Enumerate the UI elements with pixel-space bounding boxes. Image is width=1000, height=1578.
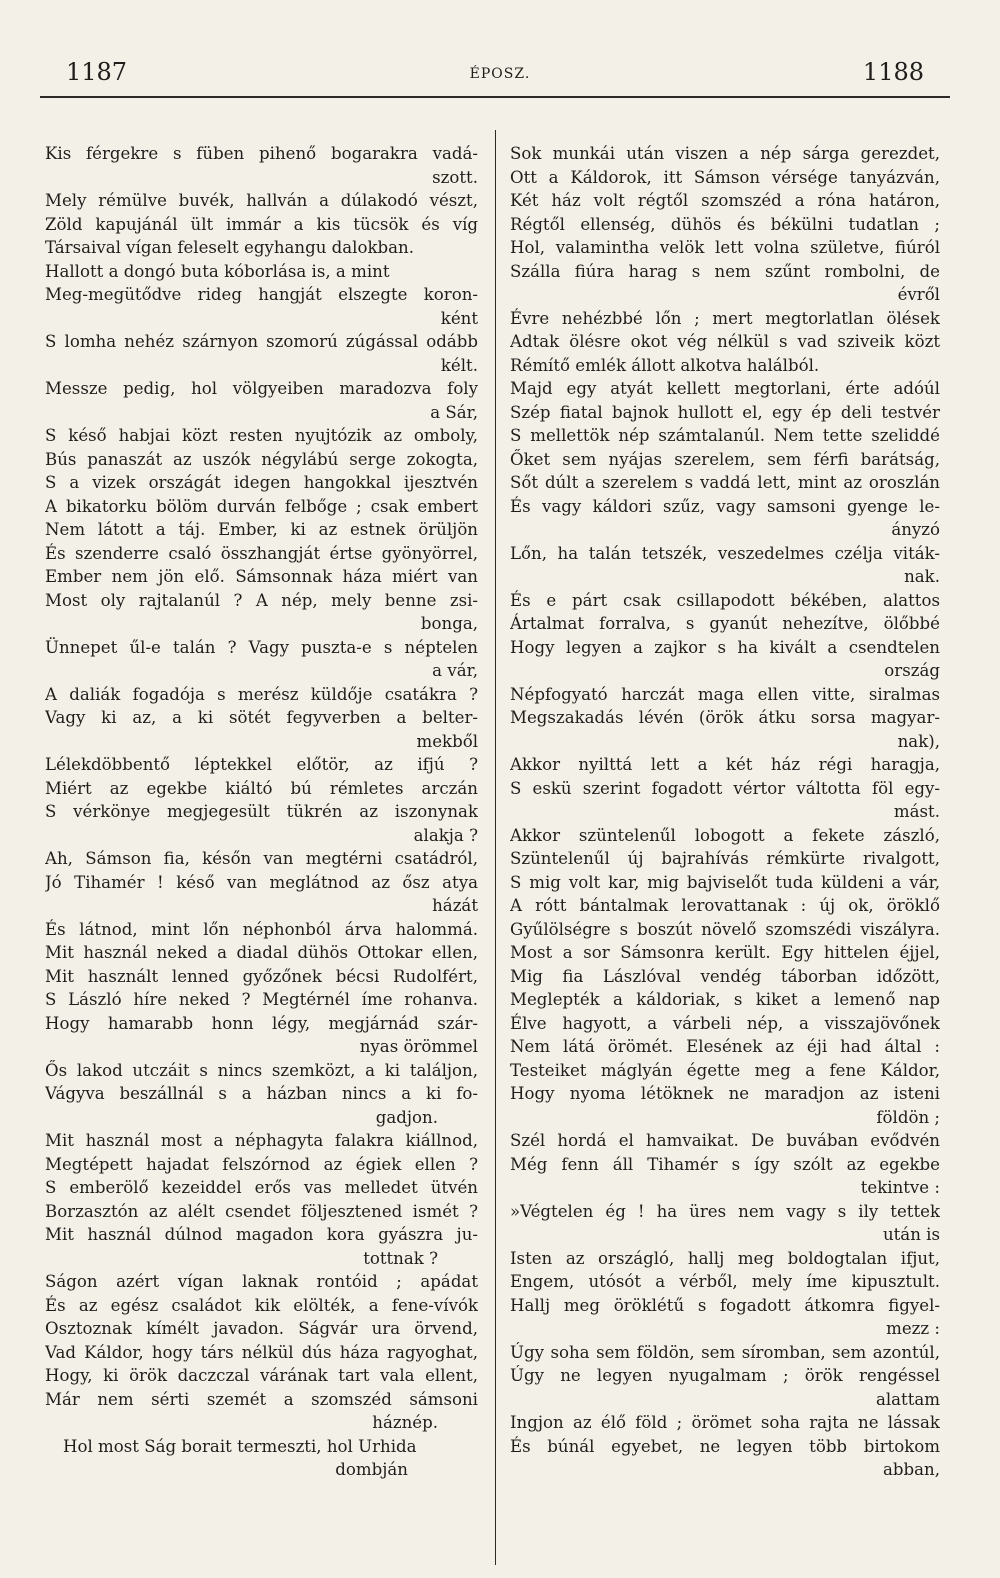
verse-line: mekből [416, 731, 478, 751]
verse-line: Isten az országló, hallj meg boldogtalan ifjut, [510, 1248, 940, 1268]
verse-line: Miért az egekbe kiáltó bú rémletes arczán [45, 778, 478, 798]
verse-line: Zöld kapujánál ült immár a kis tücsök és víg [45, 214, 478, 234]
verse-line: nak), [897, 731, 940, 751]
verse-line: Vágyva beszállnál s a házban nincs a ki fo- [45, 1084, 478, 1103]
verse-line: Ártalmat forralva, s gyanút nehezítve, ölőbbé [510, 614, 940, 633]
verse-line: S eskü szerint fogadott vértor váltotta föl egy- [510, 778, 940, 798]
verse-line: Mit használ neked a diadal dühös Ottokar ellen, [45, 943, 478, 962]
verse-line: Szép fiatal bajnok hullott el, egy ép deli testvér [510, 402, 940, 422]
verse-line: a vár, [432, 661, 478, 680]
verse-line: Hol, valamintha velök lett volna születve, fiúról [510, 238, 940, 257]
verse-line: Mit használt lenned győzőnek bécsi Rudolfért, [45, 966, 478, 986]
verse-line: Hogy legyen a zajkor s ha kivált a csendtelen [510, 637, 940, 657]
verse-line: A daliák fogadója s merész küldője csatákra ? [45, 684, 478, 704]
verse-line: Hallott a dongó buta kóborlása is, a mint [45, 261, 390, 281]
verse-line: Mig fia Lászlóval vendég táborban időzött, [510, 966, 940, 986]
verse-line: alakja ? [413, 825, 478, 845]
verse-line: S mellettök nép számtalanúl. Nem tette szeliddé [510, 426, 940, 445]
verse-line: ország [884, 661, 940, 680]
verse-line: Rémítő emlék állott alkotva halálból. [510, 355, 820, 375]
verse-line: nak. [904, 567, 940, 586]
verse-line: Bús panaszát az uszók négylábú serge zokogta, [45, 449, 478, 469]
verse-line: Szél hordá el hamvaikat. De buvában evődvén [510, 1131, 940, 1150]
verse-line: Már nem sérti szemét a szomszéd sámsoni [45, 1389, 478, 1409]
verse-line: S a vizek országát idegen hangokkal ijesztvén [45, 473, 478, 492]
verse-line: Hogy nyoma létöknek ne maradjon az isteni [510, 1084, 940, 1103]
verse-line: Osztoznak kímélt javadon. Ságvár ura örvend, [45, 1319, 478, 1338]
verse-line: Társaival vígan feleselt egyhangu dalokban. [45, 238, 415, 257]
verse-line: Akkor nyilttá lett a két ház régi haragja, [510, 755, 940, 774]
verse-line: Borzasztón az alélt csendet följesztened ismét ? [45, 1201, 478, 1221]
verse-line: Hogy, ki örök daczczal várának tart vala ellent, [45, 1366, 478, 1385]
verse-line: után is [882, 1225, 940, 1244]
verse-line: Nem látá örömét. Elesének az éji had által : [510, 1037, 940, 1056]
verse-line: Meglepték a káldoriak, s kiket a lemenő nap [510, 990, 940, 1009]
verse-line: A bikatorku bölöm durván felbőge ; csak embert [45, 496, 478, 516]
verse-line: Megszakadás lévén (örök átku sorsa magyar- [510, 708, 940, 727]
verse-line: Most oly rajtalanúl ? A nép, mely benne zsi- [45, 590, 478, 610]
verse-line: alattam [875, 1389, 940, 1409]
verse-line: És e párt csak csillapodott békében, alattos [510, 590, 940, 610]
verse-line: évről [897, 285, 940, 304]
verse-line: Vad Káldor, hogy társ nélkül dús háza ragyoghat, [45, 1342, 478, 1362]
verse-line: Adtak ölésre okot vég nélkül s vad sziveik közt [510, 332, 940, 351]
verse-line: Messze pedig, hol völgyeiben maradozva foly [45, 379, 478, 398]
left-page-number: 1187 [66, 58, 128, 86]
verse-line: És szenderre csaló összhangját értse gyönyörrel, [45, 543, 478, 563]
verse-line: Meg-megütődve rideg hangját elszegte koron- [45, 285, 478, 304]
verse-line: Szüntelenűl új bajrahívás rémkürte rivalgott, [510, 849, 940, 868]
verse-line: Mit használ most a néphagyta falakra kiállnod, [45, 1131, 478, 1150]
verse-line: S lomha nehéz szárnyon szomorú zúgással odább [45, 332, 478, 351]
verse-line: Nem látott a táj. Ember, ki az estnek örüljön [45, 520, 478, 539]
verse-line: Évre nehézbbé lőn ; mert megtorlatlan ölések [510, 308, 940, 328]
verse-line: ányzó [891, 520, 940, 539]
verse-line: Régtől ellenség, dühös és békülni tudatlan ; [510, 214, 940, 234]
verse-line: És az egész családot kik elölték, a fene-vívók [45, 1295, 478, 1315]
verse-line: a Sár, [430, 402, 478, 422]
verse-line: Majd egy atyát kellett megtorlani, érte adóúl [510, 379, 940, 398]
header-rule [40, 96, 950, 98]
verse-line: gadjon. [375, 1107, 438, 1127]
running-title: ÉPOSZ. [469, 66, 531, 82]
verse-line: mezz : [886, 1319, 940, 1338]
verse-line: A rótt bántalmak lerovattanak : új ok, öröklő [510, 896, 940, 915]
verse-line: Ságon azért vígan laknak rontóid ; apádat [45, 1272, 478, 1291]
verse-line: Vagy ki az, a ki sötét fegyverben a belter- [45, 708, 478, 727]
page-header [0, 0, 1000, 100]
verse-line: Mely rémülve buvék, hallván a dúlakodó vészt, [45, 191, 478, 210]
verse-line: tottnak ? [363, 1248, 438, 1268]
verse-line: nyas örömmel [359, 1037, 478, 1056]
verse-line: dombján [335, 1460, 408, 1479]
column-divider [495, 130, 496, 1565]
verse-line: S László híre neked ? Megtérnél íme rohanva. [45, 990, 478, 1009]
verse-line: kélt. [440, 355, 478, 375]
verse-line: Hol most Ság borait termeszti, hol Urhida [63, 1436, 417, 1456]
verse-line: Gyűlölségre s boszút növelő szomszédi viszályra. [510, 919, 940, 939]
right-page-number: 1188 [862, 58, 924, 86]
verse-line: »Végtelen ég ! ha üres nem vagy s ily tettek [510, 1201, 940, 1221]
verse-line: Ember nem jön elő. Sámsonnak háza miért van [45, 567, 478, 586]
verse-line: Mit használ dúlnod magadon kora gyászra ju- [45, 1225, 478, 1244]
verse-line: Népfogyató harczát maga ellen vitte, siralmas [510, 684, 940, 704]
verse-line: Lőn, ha talán tetszék, veszedelmes czélja viták- [510, 543, 940, 563]
verse-line: Két ház volt régtől szomszéd a róna határon, [510, 191, 940, 210]
verse-line: mást. [893, 802, 940, 821]
verse-line: Ős lakod utczáit s nincs szemközt, a ki találjon, [45, 1060, 478, 1080]
verse-line: És vagy káldori szűz, vagy samsoni gyenge le- [510, 496, 940, 516]
verse-line: Ah, Sámson fia, későn van megtérni csatádról, [45, 849, 478, 868]
right-column [510, 142, 940, 1482]
verse-line: Élve hagyott, a várbeli nép, a visszajövőnek [510, 1013, 940, 1033]
verse-line: Ünnepet űl-e talán ? Vagy puszta-e s néptelen [45, 637, 478, 657]
verse-line: Sok munkái után viszen a nép sárga gerezdet, [510, 144, 940, 163]
verse-line: És látnod, mint lőn néphonból árva halommá. [45, 919, 478, 939]
verse-line: Hallj meg öröklétű s fogadott átkomra figyel- [510, 1295, 940, 1315]
verse-line: szott. [432, 167, 478, 187]
verse-line: Engem, utósót a vérből, mely íme kipusztult. [510, 1272, 940, 1291]
verse-line: házát [432, 896, 478, 915]
verse-line: Ingjon az élő föld ; örömet soha rajta ne lássak [510, 1413, 940, 1432]
verse-line: tekintve : [860, 1178, 940, 1197]
left-column [45, 142, 478, 1482]
verse-line: Megtépett hajadat felszórnod az égiek ellen ? [45, 1154, 478, 1174]
verse-line: Hogy hamarabb honn légy, megjárnád szár- [45, 1013, 478, 1033]
verse-line: Szálla fiúra harag s nem szűnt rombolni, de [510, 261, 940, 281]
verse-line: Lélekdöbbentő léptekkel előtör, az ifjú ? [45, 755, 478, 774]
verse-line: Ott a Káldorok, itt Sámson vérsége tanyázván, [510, 167, 940, 187]
verse-line: Jó Tihamér ! késő van meglátnod az ősz atya [45, 872, 478, 892]
verse-line: bonga, [420, 614, 478, 633]
verse-line: S vérkönye megjegesült tükrén az iszonynak [45, 802, 478, 821]
verse-line: abban, [883, 1460, 940, 1479]
verse-line: Úgy soha sem földön, sem síromban, sem azontúl, [510, 1342, 940, 1362]
verse-line: S késő habjai közt resten nyujtózik az omboly, [45, 426, 478, 445]
verse-line: S emberölő kezeiddel erős vas melledet ütvén [45, 1178, 478, 1197]
verse-line: Testeiket máglyán égette meg a fene Káldor, [510, 1060, 940, 1080]
verse-line: S mig volt kar, mig bajviselőt tuda küldeni a vár, [510, 872, 940, 892]
verse-line: Úgy ne legyen nyugalmam ; örök rengéssel [510, 1366, 940, 1385]
verse-line: Sőt dúlt a szerelem s vaddá lett, mint az oroszlán [510, 473, 940, 492]
verse-line: Most a sor Sámsonra került. Egy hittelen éjjel, [510, 943, 940, 962]
verse-line: Őket sem nyájas szerelem, sem férfi barátság, [510, 449, 940, 469]
verse-line: Még fenn áll Tihamér s így szólt az egekbe [510, 1154, 940, 1174]
verse-line: Akkor szüntelenűl lobogott a fekete zászló, [510, 825, 940, 845]
verse-line: földön ; [876, 1107, 940, 1127]
verse-line: Kis férgekre s füben pihenő bogarakra vadá- [45, 144, 478, 163]
verse-line: ként [440, 308, 478, 328]
verse-line: És búnál egyebet, ne legyen több birtokom [510, 1436, 940, 1456]
verse-line: háznép. [372, 1413, 438, 1432]
